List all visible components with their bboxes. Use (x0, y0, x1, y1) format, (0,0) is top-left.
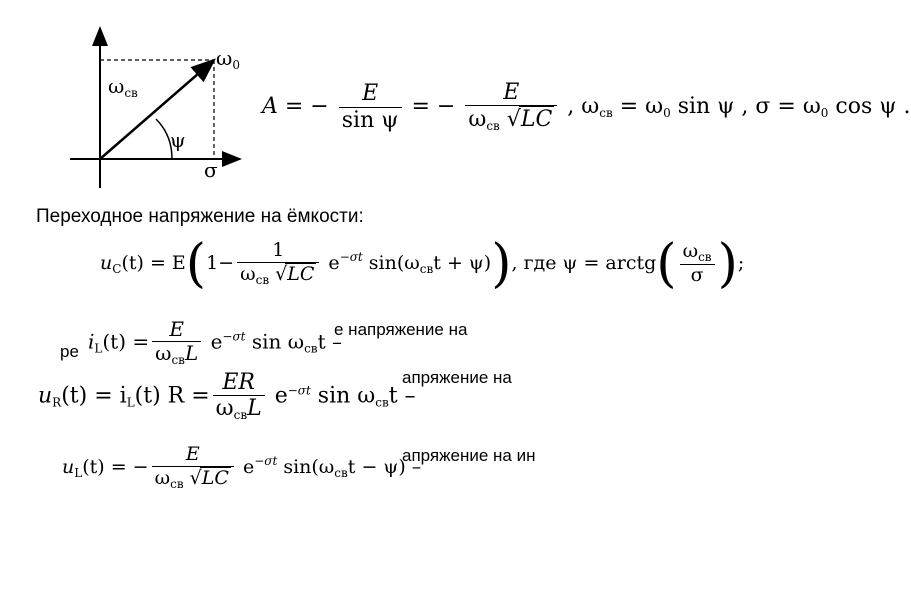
il-fragment-text: е напряжение на (334, 320, 468, 339)
section-heading: Переходное напряжение на ёмкости: (36, 206, 364, 227)
formula-uc: $u_C(t) = E(1-$ $\frac{1}{\omega_{св} √LC}$ $e^{-\sigma t}$ $\sin(\omega_{св}t + \psi)$), где ψ = arctg( $\frac{\omega_{св}}{\sigma}$ ); (100, 234, 745, 294)
formula-ul: $u_L(t)$ = − $\frac{E}{\omega_{св} √LC}$ $e^{-\sigma t}$ $\sin(\omega_{св}t - \psi)$ – (62, 443, 422, 491)
formula-a: A = − $\frac{E}{\text{sin ψ}}$ = − $\frac{E}{\omega_{св} √LC}$ , $\omega_{св} = \omega_0$ sin ψ , $\sigma = \omega_0$ cos ψ . (262, 80, 911, 134)
formula-il: $i_L(t)$ = $\frac{E}{\omega_{св}L}$ $e^{-\sigma t}$ $\sin \omega_{св}t$ – (88, 317, 342, 367)
psi-label: ψ (170, 128, 186, 152)
omega-sv-label: $\omega_{св}$ (108, 74, 138, 100)
omega0-label: $\omega_0$ (216, 46, 240, 72)
sigma-label: σ (204, 158, 218, 182)
formula-ur: $u_R(t) = i_L(t) R$ = $\frac{ER}{\omega_{св}L}$ $e^{-\sigma t}$ $\sin \omega_{св}t$ – (38, 370, 416, 423)
ul-fragment-text: апряжение на ин (402, 446, 536, 465)
il-prefix: ре (60, 342, 79, 361)
ur-fragment-text: апряжение на (402, 368, 512, 387)
